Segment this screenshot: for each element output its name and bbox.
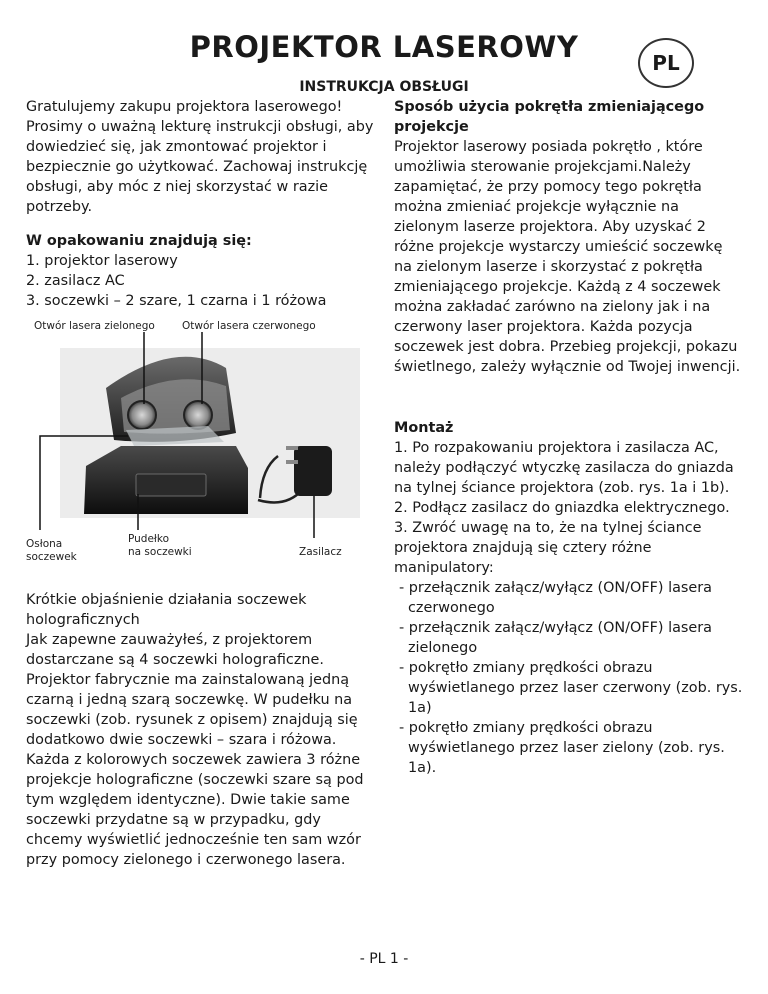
page-title: PROJEKTOR LASEROWY [189,30,579,64]
list-item: - pokrętło zmiany prędkości obrazu wyświetlanego przez laser zielony (zob. rys. 1a). [399,720,725,776]
projector-figure [26,318,381,580]
assembly-heading: Montaż [394,420,454,436]
lens-box [136,474,206,496]
lenses-paragraph: Jak zapewne zauważyłeś, z projektorem dostarczane są 4 soczewki holograficzne. Projektor fabrycznie ma zainstalowaną jedną czarną i jedną szarą soczewkę. W pudełku na soczewki (zob. rysunek z opisem) znajdują się dodatkowo dwie soczewki – szara i różowa. Każda z kolorowych soczewek zawiera 3 różne projekcje holograficzne (soczewki szare są pod tym względem identyczne). Dwie takie same soczewki przydatne są w przypadku, gdy chcemy wyświetlić jednocześnie ten sam wzór przy pomocy zielonego i czerwonego lasera. [26,632,364,868]
lenses-heading: Krótkie objaśnienie działania soczewek holograficznych [26,592,307,628]
page-number: - PL 1 - [359,951,409,967]
projector-photo [26,318,381,580]
label-red-laser: Otwór lasera czerwonego [182,320,316,332]
intro-section [26,97,376,311]
controls-list [394,578,744,778]
knob-section [394,97,744,377]
list-item: 1. projektor laserowy [26,253,178,269]
knob-paragraph: Projektor laserowy posiada pokrętło , które umożliwia sterowanie projekcjami.Należy zapamiętać, że przy pomocy tego pokrętła można zmieniać projekcje wyłącznie na zielonym laserze projektora. Aby uzyskać 2 różne projekcje wystarczy umieścić soczewkę na zielonym laserze i skorzystać z pokrętła zmieniającego projekcje. Każdą z 4 soczewek można zakładać zarówno na zielony jak i na czerwony laser projektora. Każda pozycja soczewek jest dobra. Przebieg projekcji, pokazu świetlnego, zależy wyłącznie od Twojej inwencji. [394,139,741,375]
red-laser-lens [184,401,212,429]
language-badge: PL [638,38,694,88]
package-heading: W opakowaniu znajdują się: [26,233,252,249]
label-adapter: Zasilacz [299,546,342,558]
assembly-step: 1. Po rozpakowaniu projektora i zasilacza AC, należy podłączyć wtyczkę zasilacza do gniazda na tylnej ściance projektora (zob. rys. 1a i 1b). [394,440,734,496]
label-green-laser: Otwór lasera zielonego [34,320,155,332]
label-lens-cover: Osłona soczewek [26,538,77,563]
list-item: 3. soczewki – 2 szare, 1 czarna i 1 różowa [26,293,327,309]
list-item: - pokrętło zmiany prędkości obrazu wyświetlanego przez laser czerwony (zob. rys. 1a) [399,660,743,716]
intro-paragraph: Gratulujemy zakupu projektora laserowego! Prosimy o uważną lekturę instrukcji obsługi, aby dowiedzieć się, jak zmontować projektor i bezpiecznie go użytkować. Zachowaj instrukcję obsługi, aby móc z niej skorzystać w razie potrzeby. [26,99,374,215]
package-list [26,251,376,311]
lenses-section [26,590,376,870]
assembly-section [394,418,744,778]
green-laser-lens [128,401,156,429]
page-subtitle: INSTRUKCJA OBSŁUGI [299,79,469,95]
knob-heading: Sposób użycia pokrętła zmieniającego projekcje [394,99,705,135]
ac-adapter [294,446,332,496]
list-item: - przełącznik załącz/wyłącz (ON/OFF) lasera zielonego [399,620,712,656]
list-item: - przełącznik załącz/wyłącz (ON/OFF) lasera czerwonego [399,580,712,616]
assembly-step: 2. Podłącz zasilacz do gniazdka elektrycznego. [394,500,730,516]
label-lens-box: Pudełko na soczewki [128,533,192,558]
list-item: 2. zasilacz AC [26,273,125,289]
assembly-step: 3. Zwróć uwagę na to, że na tylnej ściance projektora znajdują się cztery różne manipulatory: [394,520,702,576]
